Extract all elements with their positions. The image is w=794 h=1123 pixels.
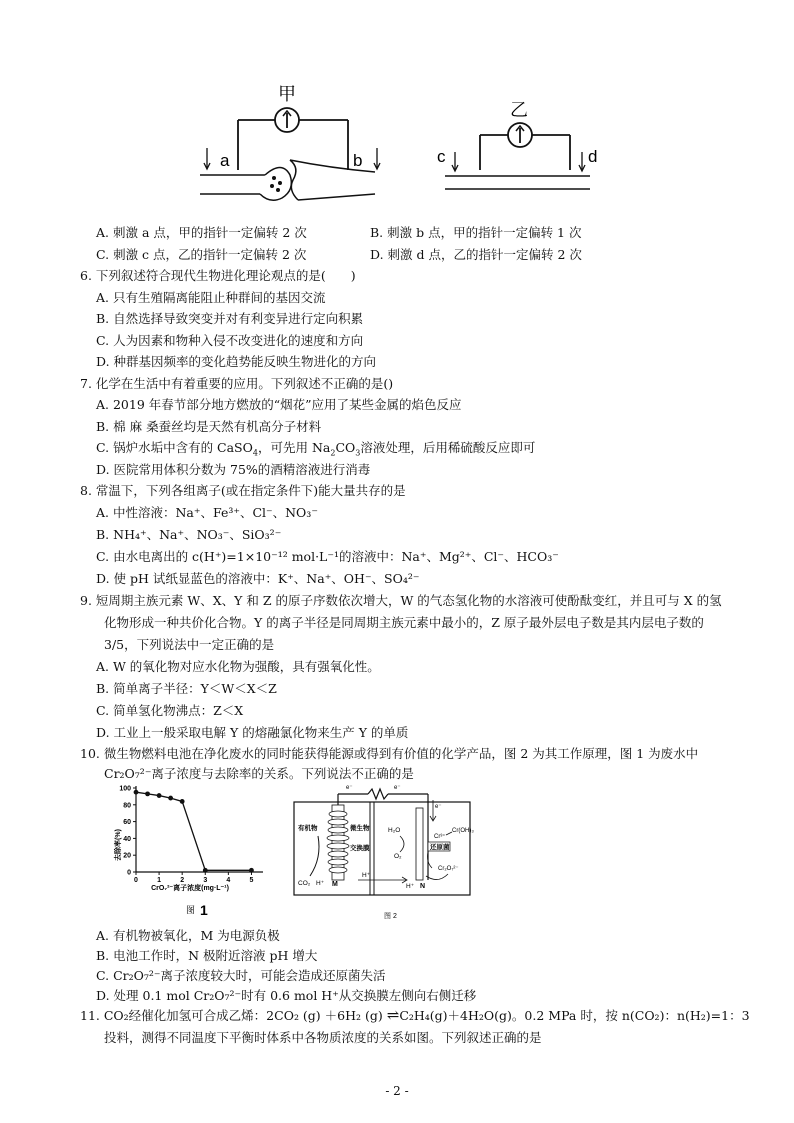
fig2-organic: 有机物 [298,825,318,832]
fig2-e-2: e⁻ [394,785,401,791]
q6-option-a: A. 只有生殖隔离能阻止种群间的基因交流 [96,290,326,305]
fig1-xlabel: CrO₇²⁻离子浓度(mg·L⁻¹) [151,885,229,892]
q9-line-2: 化物形成一种共价化合物。Y 的离子半径是同周期主族元素中最小的，Z 原子最外层电子数是其内层电子数的 [104,615,704,630]
fig1-x-tick-label: 3 [203,877,208,884]
q9-line-3: 3/5，下列说法中一定正确的是 [104,637,275,652]
label-a: a [220,151,230,170]
fig2-fuel-cell-diagram [288,780,478,925]
q9-option-d: D. 工业上一般采取电解 Y 的熔融氯化物来生产 Y 的单质 [96,725,409,740]
label-c: c [437,147,446,166]
fig1-y-tick-label: 80 [123,802,131,810]
fig2-h-left: H⁺ [316,880,325,887]
fig1-x-tick-label: 4 [226,877,231,884]
q7-stem: 7. 化学在生活中有着重要的应用。下列叙述不正确的是() [80,376,394,391]
fig2-caption: 图 2 [384,913,397,920]
q10-option-c: C. Cr₂O₇²⁻离子浓度较大时，可能会造成还原菌失活 [96,968,386,983]
q7-option-a: A. 2019 年春节部分地方燃放的“烟花”应用了某些金属的焰色反应 [96,397,462,412]
synapse [200,148,380,200]
fig1-caption-b: 1 [200,902,208,918]
fig1-y-tick-label: 0 [127,869,131,877]
fig2-croh: Cr(OH)₃ [452,828,474,834]
q9-option-a: A. W 的氧化物对应水化物为强酸，具有强氧化性。 [96,659,380,674]
fig2-cr3: Cr³⁺ [434,834,446,840]
q6-option-c: C. 人为因素和物种入侵不改变进化的速度和方向 [96,333,364,348]
fig1-data-point [203,868,208,873]
equilibrium-arrow-icon: ⇌ [386,1006,400,1024]
fig2-cr2o7: Cr₂O₇²⁻ [438,866,459,872]
q5-option-c: C. 刺激 c 点，乙的指针一定偏转 2 次 [96,247,307,262]
fig2-e-3: e⁻ [435,804,442,810]
fig1-y-tick-label: 100 [119,785,131,793]
q8-stem: 8. 常温下，下列各组离子(或在指定条件下)能大量共存的是 [80,483,406,498]
fig2-e-1: e⁻ [346,785,353,791]
q10-option-b: B. 电池工作时，N 极附近溶液 pH 增大 [96,948,318,963]
nerve-figure [190,80,610,205]
q6-stem: 6. 下列叙述符合现代生物进化理论观点的是( ) [80,268,356,283]
q7-option-d: D. 医院常用体积分数为 75%的酒精溶液进行消毒 [96,462,371,477]
q10-line-1: 10. 微生物燃料电池在净化废水的同时能获得能源或得到有价值的化学产品，图 2 为其工作原理，图 1 为废水中 [80,746,699,761]
q9-option-c: C. 简单氢化物沸点：Z＜X [96,703,244,718]
fig1-data-point [145,791,150,796]
fig1-y-tick-label: 60 [123,819,131,827]
q8-option-d: D. 使 pH 试纸显蓝色的溶液中：K⁺、Na⁺、OH⁻、SO₄²⁻ [96,571,420,586]
fig2-h2o: H₂O [388,827,401,834]
galvanometer-yi [437,100,597,189]
fig1-y-tick-label: 40 [123,835,131,843]
label-b: b [353,151,363,170]
q11-line-2: 投料，测得不同温度下平衡时体系中各物质浓度的关系如图。下列叙述正确的是 [104,1030,542,1045]
q8-option-c: C. 由水电离出的 c(H⁺)=1×10⁻¹² mol·L⁻¹的溶液中：Na⁺、Mg²⁺、Cl⁻、HCO₃⁻ [96,549,559,564]
galvanometer-jia [238,84,348,170]
fig2-co2: CO₂ [298,880,311,887]
q10-option-a: A. 有机物被氧化，M 为电源负极 [96,928,280,943]
label-d: d [588,147,598,166]
q9-option-b: B. 简单离子半径：Y＜W＜X＜Z [96,681,277,696]
fig2-h-right: H⁺ [406,883,415,890]
fig2-n: N [420,883,426,890]
fig1-caption-a: 图 [186,905,196,915]
q7-option-c: C. 锅炉水垢中含有的 CaSO$_4$，可先用 $Na_2CO_3$溶液处理，后用稀硫酸反应即可 [96,440,536,458]
fig1-data-point [157,793,162,798]
q9-line-1: 9. 短周期主族元素 W、X、Y 和 Z 的原子序数依次增大，W 的气态氢化物的水溶液可使酚酞变红，并且可与 X 的氢 [80,593,722,608]
fig1-removal-rate-chart [108,780,278,920]
fig2-microbe: 微生物 [350,825,370,832]
q8-option-a: A. 中性溶液：Na⁺、Fe³⁺、Cl⁻、NO₃⁻ [96,505,318,520]
label-jia: 甲 [278,84,296,104]
fig2-membrane: 交换膜 [350,845,370,852]
fig1-x-tick-label: 0 [134,877,138,884]
fig2-o2: O₂ [394,853,402,860]
q7-option-b: B. 棉 麻 桑蚕丝均是天然有机高分子材料 [96,419,322,434]
label-yi: 乙 [510,100,528,120]
fig2-h-mid: H⁺ [362,872,371,879]
page-number: - 2 - [385,1084,409,1098]
q10-line-2: Cr₂O₇²⁻离子浓度与去除率的关系。下列说法不正确的是 [104,766,414,781]
fig1-series-line [136,792,251,870]
fig1-x-tick-label: 2 [180,877,185,884]
fig1-data-point [249,868,254,873]
fig2-reducing-bacteria: 还原菌 [430,844,450,851]
q5-option-d: D. 刺激 d 点，乙的指针一定偏转 2 次 [370,247,582,262]
q5-option-a: A. 刺激 a 点，甲的指针一定偏转 2 次 [96,225,307,240]
q6-option-d: D. 种群基因频率的变化趋势能反映生物进化的方向 [96,354,377,369]
fig1-ylabel: 去除率(%) [115,829,122,861]
fig1-x-tick-label: 5 [249,877,254,884]
fig1-y-tick-label: 20 [123,852,131,860]
fig1-data-point [168,796,173,801]
q10-option-d: D. 处理 0.1 mol Cr₂O₇²⁻时有 0.6 mol H⁺从交换膜左侧向右侧迁移 [96,988,477,1003]
fig1-data-point [180,799,185,804]
q8-option-b: B. NH₄⁺、Na⁺、NO₃⁻、SiO₃²⁻ [96,527,282,542]
q11-line-1: 11. CO₂经催化加氢可合成乙烯：2CO₂ (g) ＋6H₂ (g) ⇌C₂H₄(g)＋4H₂O(g)。0.2 MPa 时，按 n(CO₂)：n(H₂)=1：3 [80,1006,750,1024]
fig2-m: M [332,881,338,888]
q5-option-b: B. 刺激 b 点，甲的指针一定偏转 1 次 [370,225,582,240]
fig1-x-tick-label: 1 [157,877,162,884]
q6-option-b: B. 自然选择导致突变并对有利变异进行定向积累 [96,311,364,326]
fig1-data-point [134,790,139,795]
